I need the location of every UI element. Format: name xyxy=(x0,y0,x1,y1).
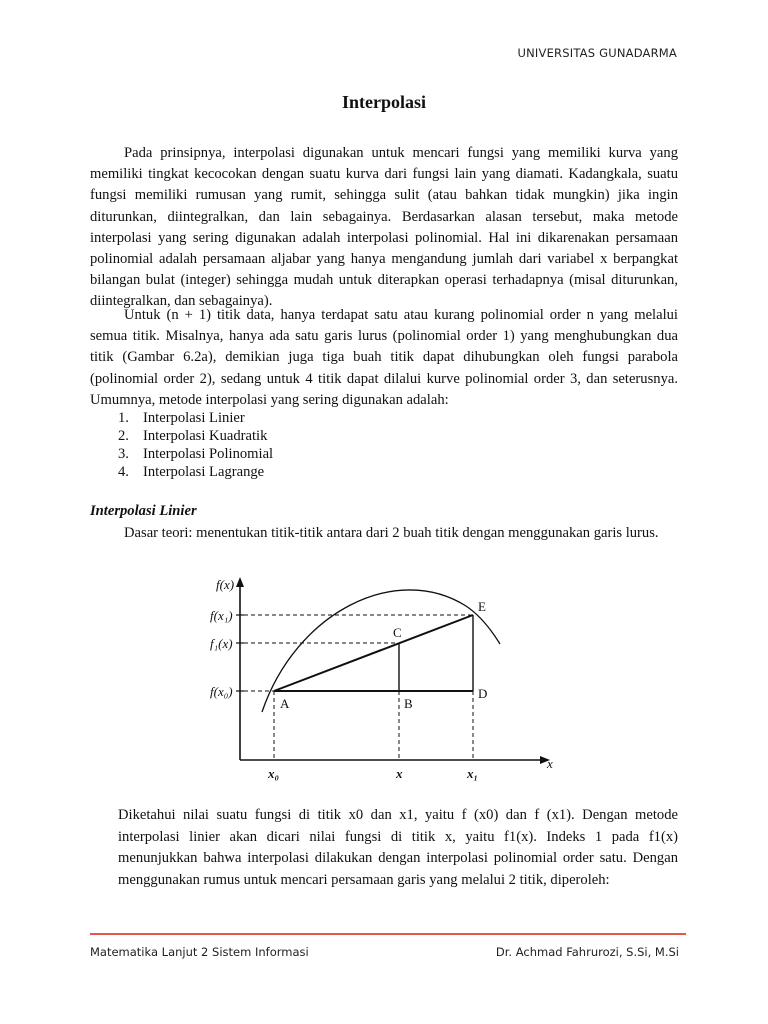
y-axis-arrow xyxy=(236,577,244,587)
section-title-linear: Interpolasi Linier xyxy=(90,503,197,519)
footer-author: Dr. Achmad Fahrurozi, S.Si, M.Si xyxy=(495,945,679,959)
list-item: 3. Interpolasi Polinomial xyxy=(118,446,274,462)
label-fx0: f(x₀) xyxy=(210,684,233,699)
label-fx1: f(x₁) xyxy=(210,608,233,623)
paragraph-intro: Pada prinsipnya, interpolasi digunakan untuk mencari fungsi yang memiliki kurva yang memiliki tingkat kecocokan dengan suatu kurva dari fungsi lain yang diamati. Kadangkala, suatu fungsi memiliki rumusan yang rumit, sehingga sulit (atau bahkan tidak mungkin) jika ingin diturunkan, diintegralkan, dan lain sebagainya. Berdasarkan alasan tersebut, maka metode interpolasi yang sering digunakan adalah interpolasi polinomial. Hal ini dikarenakan persamaan polinomial adalah persamaan aljabar yang hanya mengandung jumlah dari variabel x berpangkat bilangan bulat (integer) sehingga mudah untuk diterapkan operasi terhadapnya (misal diturunkan, diintegralkan, dan sebagainya). xyxy=(90,145,678,310)
paragraph-polynomial: Untuk (n + 1) titik data, hanya terdapat satu atau kurang polinomial order n yang melalui semua titik. Misalnya, hanya ada satu garis lurus (polinomial order 1) yang menghubungkan dua titik (Gambar 6.2a), demikian juga tiga buah titik dapat dihubungkan oleh fungsi parabola (polinomial order 2), sedang untuk 4 titik dapat dilalui kurve polinomial order 3, dan seterusnya. Umumnya, metode interpolasi yang sering digunakan adalah: xyxy=(90,307,678,408)
label-x0: x₀ xyxy=(268,766,280,781)
list-item: 4. Interpolasi Lagrange xyxy=(118,464,265,480)
paragraph-basic-theory: Dasar teori: menentukan titik-titik antara dari 2 buah titik dengan menggunakan garis lurus. xyxy=(124,525,659,541)
page-title: Interpolasi xyxy=(341,92,426,112)
label-x: x xyxy=(396,766,403,781)
header-university: UNIVERSITAS GUNADARMA xyxy=(517,46,677,60)
point-label-b: B xyxy=(404,696,413,711)
list-item: 1. Interpolasi Linier xyxy=(118,410,245,426)
footer-course: Matematika Lanjut 2 Sistem Informasi xyxy=(90,945,309,959)
list-item: 2. Interpolasi Kuadratik xyxy=(118,428,268,444)
label-f1x: f₁(x) xyxy=(210,636,233,651)
footer-divider xyxy=(90,933,686,935)
y-axis-label: f(x) xyxy=(216,577,235,592)
point-label-d: D xyxy=(478,686,488,701)
x-axis-label: x xyxy=(547,756,553,771)
linear-interpolation-figure xyxy=(196,572,566,784)
paragraph-derivation: Diketahui nilai suatu fungsi di titik x0 dan x1, yaitu f (x0) dan f (x1). Dengan metode interpolasi linier akan dicari nilai fungsi di titik x, yaitu f1(x). Indeks 1 pada f1(x) menunjukkan bahwa interpolasi dilakukan dengan interpolasi polinomial order satu. Dengan menggunakan rumus untuk mencari persamaan garis yang melalui 2 titik, diperoleh: xyxy=(118,807,678,888)
interpolation-line xyxy=(274,615,473,691)
label-x1: x₁ xyxy=(467,766,479,781)
method-list xyxy=(118,409,273,481)
point-label-c: C xyxy=(393,625,402,640)
point-label-a: A xyxy=(280,696,290,711)
point-label-e: E xyxy=(478,599,486,614)
